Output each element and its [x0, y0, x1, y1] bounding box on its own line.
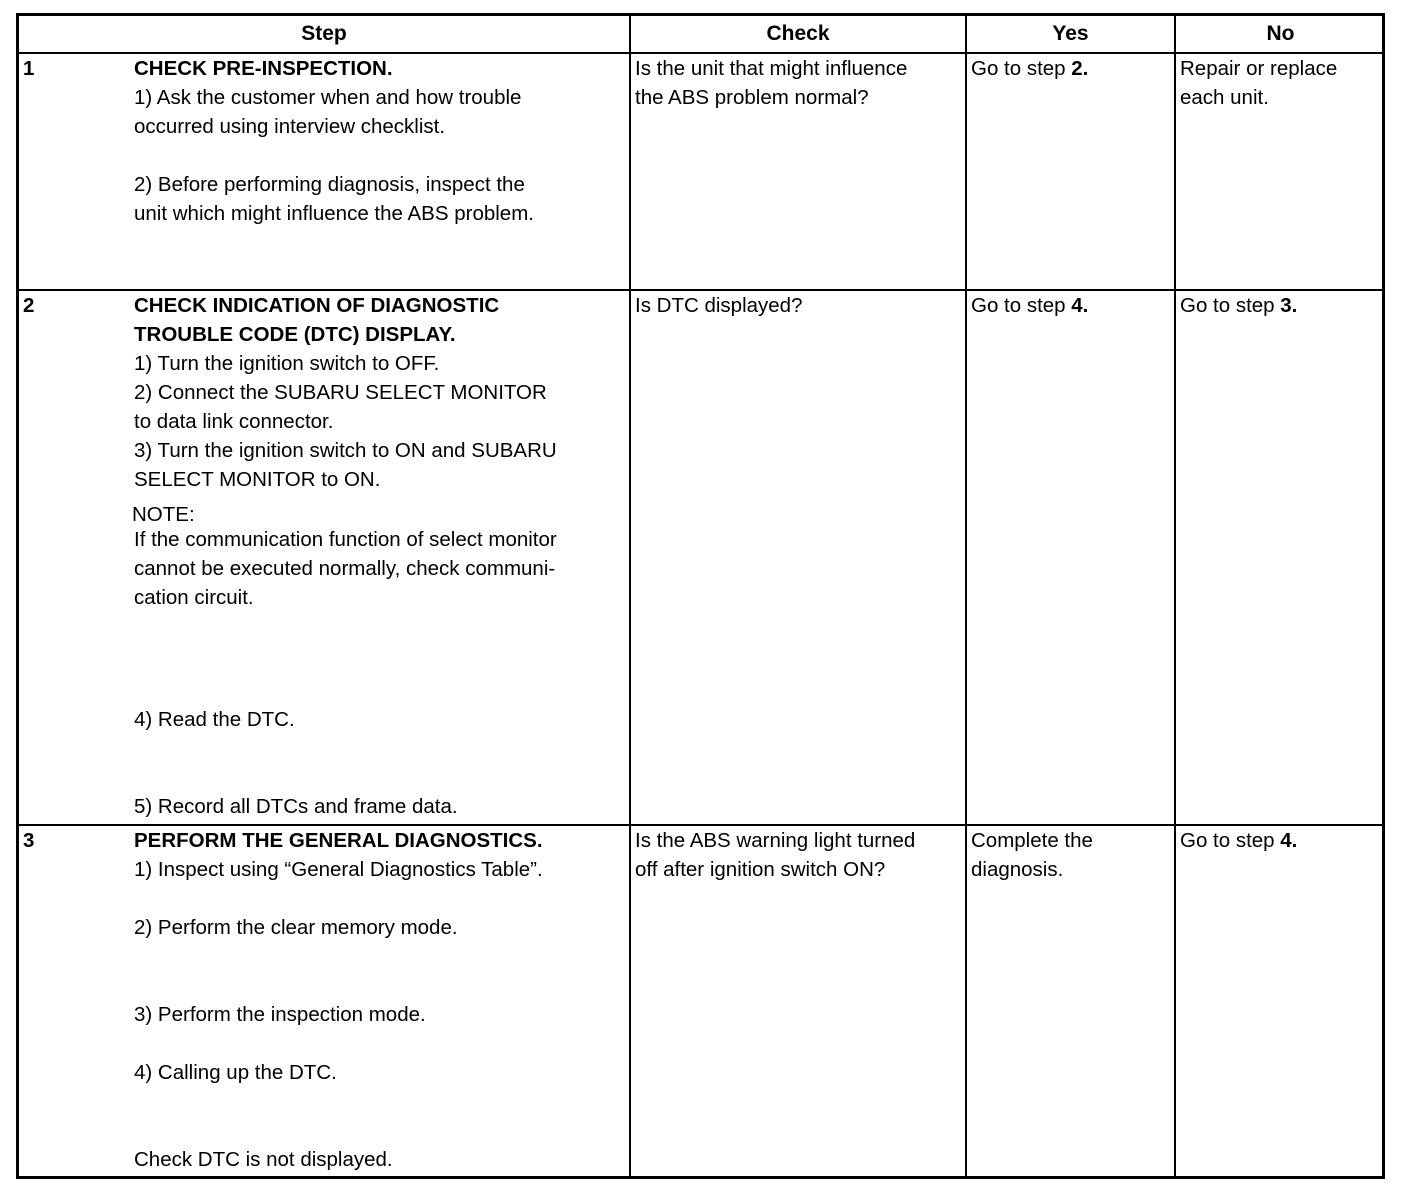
column-divider	[629, 16, 631, 1176]
no-action: Repair or replace	[1180, 57, 1338, 80]
step-instruction: Check DTC is not displayed.	[134, 1148, 393, 1171]
step-title: CHECK PRE-INSPECTION.	[134, 57, 393, 80]
step-instruction: 1) Ask the customer when and how trouble	[134, 86, 522, 109]
step-instruction: 2) Before performing diagnosis, inspect the	[134, 173, 525, 196]
note-label: NOTE:	[132, 503, 195, 526]
check-question: Is the unit that might influence	[635, 57, 908, 80]
note-text: cannot be executed normally, check communi-	[134, 557, 556, 580]
step-number: 1	[23, 57, 35, 80]
column-divider	[965, 16, 967, 1176]
step-instruction: unit which might influence the ABS problem.	[134, 202, 534, 225]
step-title: TROUBLE CODE (DTC) DISPLAY.	[134, 323, 456, 346]
header-yes: Yes	[1052, 22, 1089, 45]
no-action: Go to step 4.	[1180, 829, 1298, 852]
note-text: If the communication function of select monitor	[134, 528, 557, 551]
header-check: Check	[766, 22, 830, 45]
step-instruction: 2) Connect the SUBARU SELECT MONITOR	[134, 381, 547, 404]
diagnostic-table	[16, 13, 1385, 1179]
no-action: Go to step 3.	[1180, 294, 1298, 317]
check-question: Is the ABS warning light turned	[635, 829, 916, 852]
step-instruction: 5) Record all DTCs and frame data.	[134, 795, 458, 818]
step-number: 2	[23, 294, 35, 317]
yes-action: diagnosis.	[971, 858, 1064, 881]
header-step: Step	[301, 22, 347, 45]
step-title: PERFORM THE GENERAL DIAGNOSTICS.	[134, 829, 543, 852]
no-action: each unit.	[1180, 86, 1269, 109]
header-no: No	[1266, 22, 1295, 45]
check-question: Is DTC displayed?	[635, 294, 803, 317]
check-question: off after ignition switch ON?	[635, 858, 886, 881]
step-instruction: to data link connector.	[134, 410, 334, 433]
step-instruction: 1) Turn the ignition switch to OFF.	[134, 352, 440, 375]
step-instruction: occurred using interview checklist.	[134, 115, 446, 138]
step-title: CHECK INDICATION OF DIAGNOSTIC	[134, 294, 500, 317]
step-instruction: 3) Turn the ignition switch to ON and SUBARU	[134, 439, 557, 462]
yes-action: Go to step 4.	[971, 294, 1089, 317]
step-instruction: 1) Inspect using “General Diagnostics Table”.	[134, 858, 543, 881]
yes-action: Go to step 2.	[971, 57, 1089, 80]
step-instruction: 3) Perform the inspection mode.	[134, 1003, 426, 1026]
step-number: 3	[23, 829, 35, 852]
step-instruction: 4) Read the DTC.	[134, 708, 295, 731]
step-instruction: 2) Perform the clear memory mode.	[134, 916, 458, 939]
check-question: the ABS problem normal?	[635, 86, 869, 109]
step-instruction: SELECT MONITOR to ON.	[134, 468, 381, 491]
step-instruction: 4) Calling up the DTC.	[134, 1061, 337, 1084]
yes-action: Complete the	[971, 829, 1093, 852]
note-text: cation circuit.	[134, 586, 254, 609]
column-divider	[1174, 16, 1176, 1176]
